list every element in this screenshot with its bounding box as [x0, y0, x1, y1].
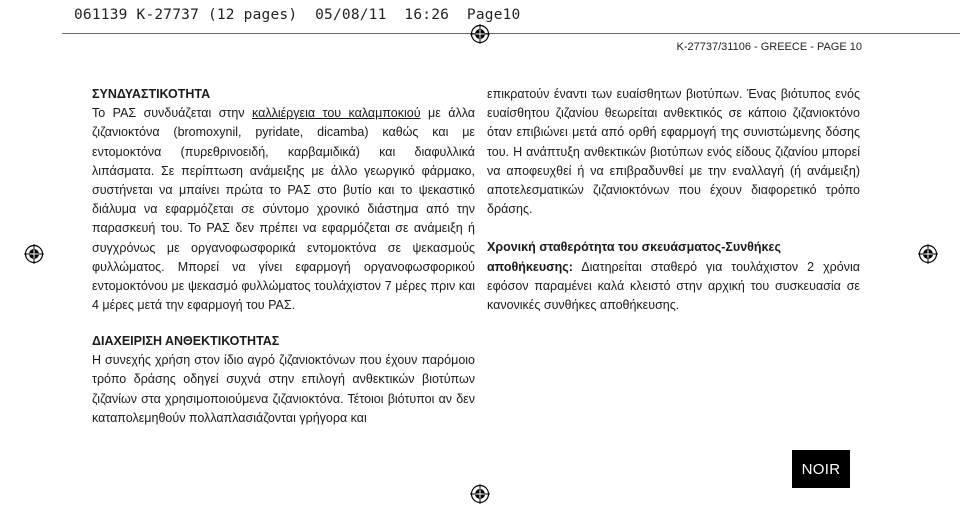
compatibility-heading: ΣΥΝΔΥΑΣΤΙΚΟΤΗΤΑ [92, 87, 211, 101]
storage-paragraph [487, 238, 860, 315]
resistance-section [92, 332, 475, 428]
page-reference: K-27737/31106 - GREECE - PAGE 10 [676, 41, 862, 53]
registration-mark-icon [918, 244, 938, 264]
right-column [487, 85, 860, 315]
resistance-continued-paragraph: επικρατούν έναντι των ευαίσθητων βιοτύπων. Ένας βιότυπος ενός ευαίσθητου ζιζανίου θεωρείται ανθεκτικός σε κάποιο ζιζανιοκτόνο όταν επιβιώνει μετά από ορθή εφαρμογή της συνιστώμενης δόσης του. Η ανάπτυξη ανθεκτικών βιοτύπων ενός είδους ζιζανίου μπορεί να αποφευχθεί ή να επιβραδυνθεί με την εναλλαγή (ή ανάμειξη) αποτελεσματικών ζιζανιοκτόνων που έχουν διαφορετικό τρόπο δράσης. [487, 87, 860, 217]
registration-mark-icon [470, 484, 490, 504]
underlined-phrase: καλλιέργεια του καλαμποκιού [252, 106, 421, 121]
storage-text: Διατηρείται σταθερό για τουλάχιστον 2 χρόνια εφόσον παραμένει καλά κλειστό στην αρχική του συσκευασία σε κανονικές συνθήκες αποθήκευσης. [487, 259, 860, 313]
registration-mark-icon [470, 24, 490, 44]
print-stamp: 061139 K-27737 (12 pages) 05/08/11 16:26 Page10 [74, 7, 521, 23]
storage-heading-line1: Χρονική σταθερότητα του σκευάσματος-Συνθήκες [487, 240, 781, 255]
compatibility-paragraph [92, 104, 475, 315]
compatibility-text-rest: με άλλα ζιζανιοκτόνα (bromoxynil, pyridate, dicamba) καθώς και με εντομοκτόνα (πυρεθρινοειδή, καρβαμιδικά) και διαφυλλικά λιπάσματα. Σε περίπτωση ανάμειξης με άλλο γεωργικό φάρμακο, συστήνεται να μπαίνει πρώτα το ΡΑΣ στο βυτίο και το ψεκαστικό διάλυμα να εφαρμόζεται σε σύντομο χρονικό διάστημα από την παρασκευή του. Το ΡΑΣ δεν πρέπει να εφαρμόζεται σε ανάμειξη ή συγχρόνως με οργανοφωσφορικά εντομοκτόνα σε ψεκασμούς φυλλώματος. Μπορεί να γίνει εφαρμογή οργανοφωσφορικού εντομοκτόνου με ψεκασμό φυλλώματος τουλάχιστον 7 μέρες πριν και 4 μέρες μετά την εφαρμογή του ΡΑΣ. [92, 106, 476, 313]
left-column [92, 85, 475, 315]
compatibility-text-start: Το ΡΑΣ συνδυάζεται στην [92, 106, 252, 121]
storage-heading-line2: αποθήκευσης: [487, 259, 573, 274]
color-label: NOIR [792, 450, 850, 488]
resistance-paragraph: Η συνεχής χρήση στον ίδιο αγρό ζιζανιοκτόνων που έχουν παρόμοιο τρόπο δράσης οδηγεί συχνά στην επιλογή ανθεκτικών βιοτύπων ζιζανίων στα χρησιμοποιούμενα ζιζανιοκτόνα. Τέτοιοι βιότυποι αν δεν καταπολεμηθούν πολλαπλασιάζονται γρήγορα και [92, 353, 475, 425]
resistance-heading: ΔΙΑΧΕΙΡΙΣΗ ΑΝΘΕΚΤΙΚΟΤΗΤΑΣ [92, 334, 280, 348]
registration-mark-icon [24, 244, 44, 264]
